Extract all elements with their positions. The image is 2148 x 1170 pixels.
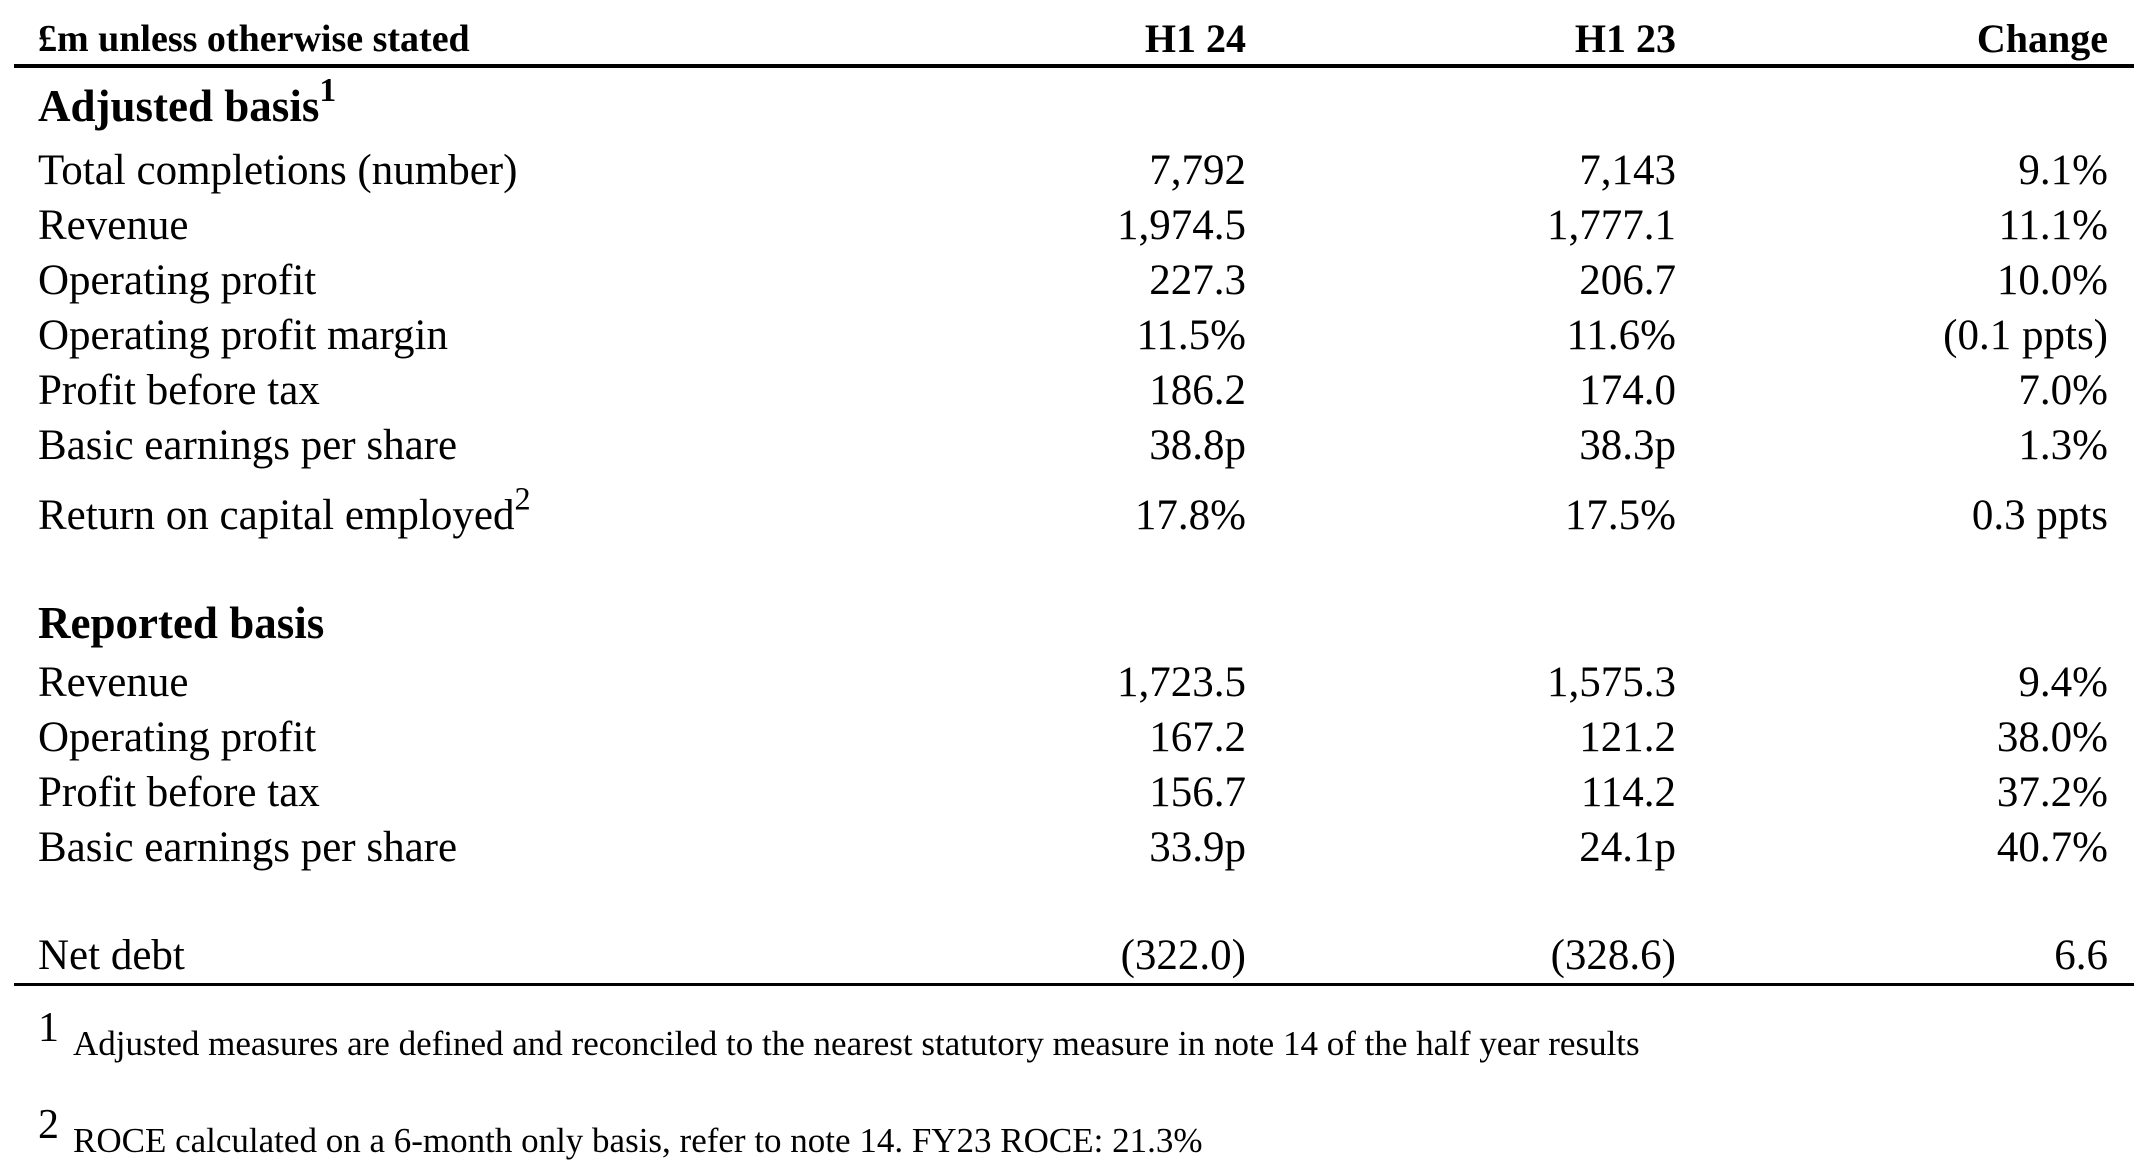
h1-23-value: 1,575.3 [1547, 659, 1676, 706]
table-bottom-rule [14, 983, 2134, 986]
h1-24-value: 156.7 [1149, 769, 1246, 816]
footnote-text: Adjusted measures are defined and reconciled to the nearest statutory measure in note 14 of the half year results [73, 1024, 1640, 1063]
table-header [14, 14, 2134, 68]
row-label: Operating profit margin [38, 312, 448, 359]
h1-23-value: 121.2 [1579, 714, 1676, 761]
table-row [14, 655, 2134, 710]
table-row [14, 198, 2134, 253]
change-value: 1.3% [2018, 422, 2108, 469]
h1-23-value: 17.5% [1564, 492, 1676, 539]
h1-23-value: 114.2 [1580, 769, 1676, 816]
h1-24-value: 167.2 [1149, 714, 1246, 761]
h1-24-value: 1,974.5 [1117, 202, 1246, 249]
footnote-1 [38, 1005, 1640, 1066]
table-row [14, 143, 2134, 198]
table-row [14, 253, 2134, 308]
header-h1-23: H1 23 [1574, 16, 1676, 61]
footnote-text: ROCE calculated on a 6-month only basis, refer to note 14. FY23 ROCE: 21.3% [73, 1121, 1203, 1160]
h1-23-value: 38.3p [1579, 422, 1676, 469]
row-label: Revenue [38, 202, 189, 249]
h1-24-value: 227.3 [1149, 257, 1246, 304]
row-label: Operating profit [38, 257, 317, 304]
row-label: Total completions (number) [38, 147, 518, 194]
row-label: Basic earnings per share [38, 422, 458, 469]
h1-24-value: 38.8p [1149, 422, 1246, 469]
h1-24-value: 7,792 [1149, 147, 1246, 194]
table-row [14, 765, 2134, 820]
change-value: 40.7% [1996, 824, 2108, 871]
change-value: 9.1% [2018, 147, 2108, 194]
row-label: Profit before tax [38, 769, 320, 816]
row-label: Operating profit [38, 714, 317, 761]
header-label: £m unless otherwise stated [38, 18, 470, 60]
table-row [14, 418, 2134, 473]
h1-24-value: 186.2 [1149, 367, 1246, 414]
footnote-2 [38, 1102, 1203, 1163]
change-value: 9.4% [2018, 659, 2108, 706]
h1-24-value: 33.9p [1149, 824, 1246, 871]
h1-24-value: 11.5% [1136, 312, 1246, 359]
header-change: Change [1976, 16, 2108, 61]
change-value: 38.0% [1996, 714, 2108, 761]
h1-23-value: (328.6) [1550, 932, 1676, 979]
h1-23-value: 7,143 [1579, 147, 1676, 194]
footnote-number: 2 [38, 1102, 59, 1148]
h1-23-value: 11.6% [1566, 312, 1676, 359]
table-row [14, 363, 2134, 418]
change-value: 11.1% [1998, 202, 2108, 249]
net-debt-row [14, 928, 2134, 983]
h1-23-value: 174.0 [1579, 367, 1676, 414]
row-label: Revenue [38, 659, 189, 706]
change-value: 6.6 [2054, 932, 2108, 979]
footnote-ref-2: 2 [514, 480, 531, 517]
table-row [14, 820, 2134, 875]
adjusted-basis-heading: Adjusted basis$^1$ [38, 71, 337, 131]
table-row [14, 308, 2134, 363]
row-label: Basic earnings per share [38, 824, 458, 871]
change-value: (0.1 ppts) [1943, 312, 2108, 359]
h1-24-value: (322.0) [1120, 932, 1246, 979]
footnote-number: 1 [38, 1005, 59, 1051]
change-value: 37.2% [1996, 769, 2108, 816]
row-label: Profit before tax [38, 367, 320, 414]
table-row [14, 480, 2134, 543]
change-value: 0.3 ppts [1971, 492, 2108, 539]
row-label: Return on capital employed$^2$ [38, 480, 531, 539]
change-value: 7.0% [2018, 367, 2108, 414]
h1-24-value: 17.8% [1134, 492, 1246, 539]
h1-23-value: 206.7 [1579, 257, 1676, 304]
table-row [14, 710, 2134, 765]
h1-23-value: 24.1p [1579, 824, 1676, 871]
footnote-ref-1: 1 [319, 71, 337, 109]
reported-basis-heading: Reported basis [38, 598, 325, 648]
change-value: 10.0% [1996, 257, 2108, 304]
row-label: Net debt [38, 932, 185, 979]
h1-23-value: 1,777.1 [1547, 202, 1676, 249]
header-h1-24: H1 24 [1144, 16, 1246, 61]
h1-24-value: 1,723.5 [1117, 659, 1246, 706]
